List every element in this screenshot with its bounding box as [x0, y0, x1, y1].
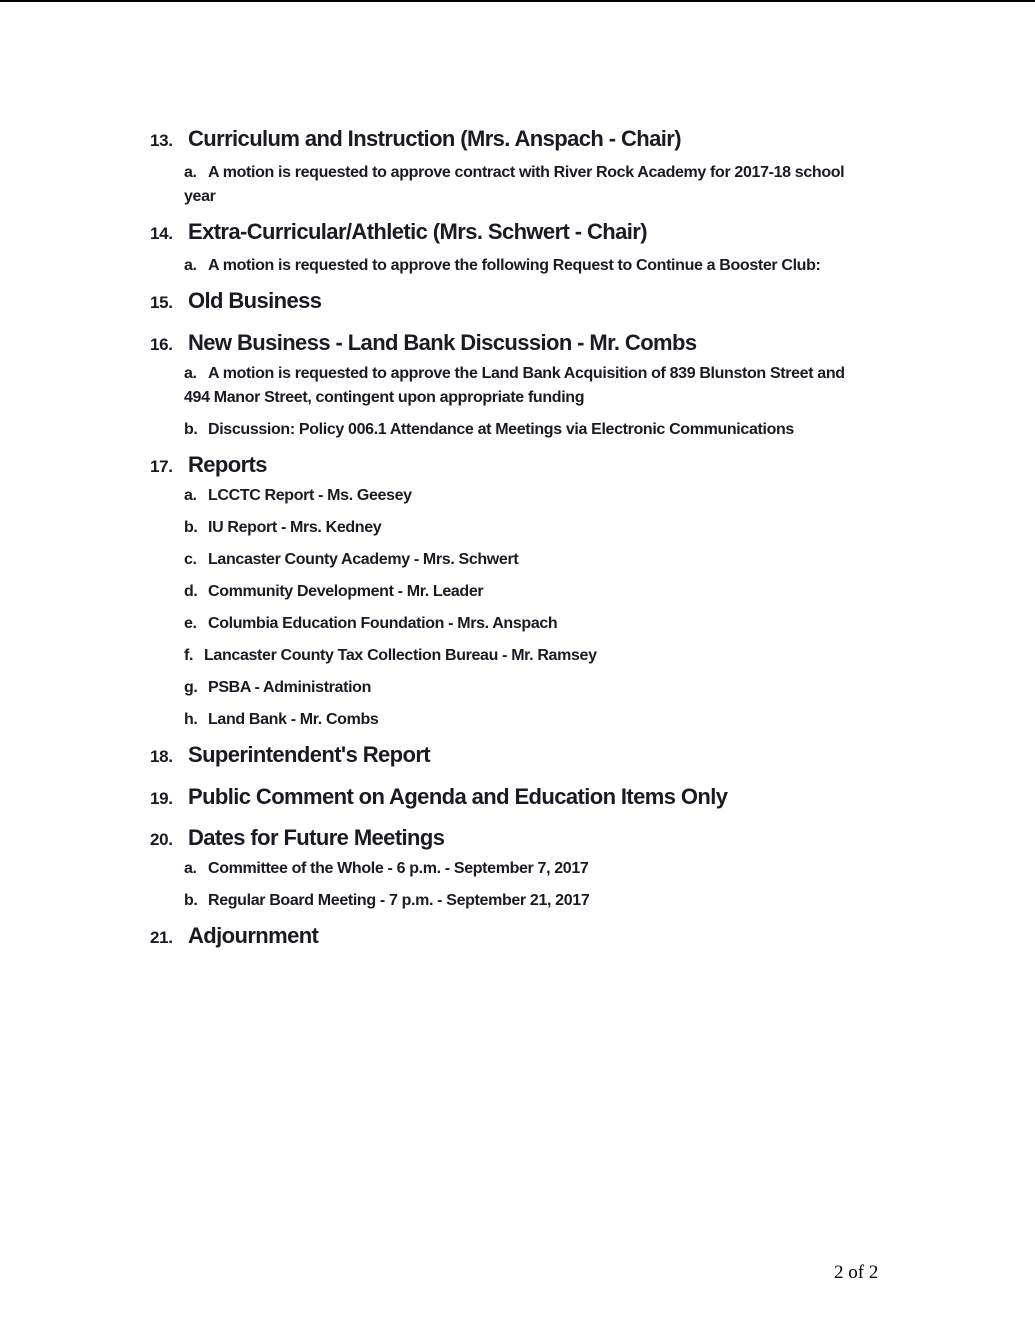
agenda-subitem — [184, 548, 874, 572]
agenda-section-17 — [150, 450, 880, 732]
agenda-subitem — [184, 362, 874, 410]
subitem-letter: b. — [184, 892, 198, 909]
subitem-text: Community Development - Mr. Leader — [208, 583, 484, 600]
agenda-subitem — [184, 612, 874, 636]
agenda-section-14 — [150, 217, 880, 278]
subitem-letter: a. — [184, 164, 197, 181]
section-title: Public Comment on Agenda and Education Items Only — [188, 784, 728, 809]
section-number: 17. — [150, 457, 173, 476]
agenda-section-19 — [150, 782, 880, 812]
agenda-list — [150, 124, 880, 951]
subitem-text: Discussion: Policy 006.1 Attendance at Meetings via Electronic Communications — [208, 421, 794, 438]
section-number: 14. — [150, 224, 173, 243]
subitem-text: Committee of the Whole - 6 p.m. - September 7, 2017 — [208, 860, 589, 877]
subitem-text: PSBA - Administration — [208, 679, 372, 696]
page-top-border — [0, 0, 1035, 2]
agenda-subitem — [184, 889, 874, 913]
subitem-text: Regular Board Meeting - 7 p.m. - September 21, 2017 — [208, 892, 590, 909]
section-number: 15. — [150, 293, 173, 312]
section-title: Superintendent's Report — [188, 742, 431, 767]
section-number: 13. — [150, 131, 173, 150]
section-title: Adjournment — [188, 923, 319, 948]
subitem-text: Lancaster County Academy - Mrs. Schwert — [208, 551, 519, 568]
section-title: New Business - Land Bank Discussion - Mr. Combs — [188, 330, 697, 355]
subitem-letter: g. — [184, 679, 198, 696]
section-title: Reports — [188, 452, 267, 477]
agenda-section-21 — [150, 921, 880, 951]
agenda-subitem — [184, 484, 874, 508]
section-number: 16. — [150, 335, 173, 354]
subitem-text: A motion is requested to approve the Land Bank Acquisition of 839 Blunston Street and 494 Manor Street, contingent upon appropriate funding — [184, 365, 845, 406]
subitem-text: Lancaster County Tax Collection Bureau - Mr. Ramsey — [204, 647, 597, 664]
subitem-letter: a. — [184, 487, 197, 504]
agenda-subitem — [184, 418, 874, 442]
subitem-text: IU Report - Mrs. Kedney — [208, 519, 382, 536]
subitem-letter: d. — [184, 583, 198, 600]
subitem-text: Land Bank - Mr. Combs — [208, 711, 379, 728]
page-number: 2 of 2 — [834, 1262, 879, 1283]
section-number: 18. — [150, 747, 173, 766]
section-title: Extra-Curricular/Athletic (Mrs. Schwert - Chair) — [188, 219, 647, 244]
agenda-section-13 — [150, 124, 880, 209]
subitem-text: Columbia Education Foundation - Mrs. Anspach — [208, 615, 558, 632]
section-number: 20. — [150, 830, 173, 849]
subitem-letter: b. — [184, 519, 198, 536]
agenda-section-18 — [150, 740, 880, 770]
subitem-letter: b. — [184, 421, 198, 438]
agenda-subitem — [184, 161, 874, 209]
agenda-section-20 — [150, 823, 880, 913]
subitem-letter: a. — [184, 365, 197, 382]
agenda-section-15 — [150, 286, 880, 316]
subitem-letter: e. — [184, 615, 197, 632]
agenda-subitem — [184, 857, 874, 881]
agenda-section-16 — [150, 328, 880, 442]
agenda-subitem — [184, 254, 874, 278]
section-number: 21. — [150, 928, 173, 947]
subitem-text: LCCTC Report - Ms. Geesey — [208, 487, 412, 504]
subitem-letter: a. — [184, 860, 197, 877]
subitem-letter: f. — [184, 647, 194, 664]
section-title: Old Business — [188, 288, 322, 313]
section-title: Curriculum and Instruction (Mrs. Anspach - Chair) — [188, 126, 681, 151]
agenda-subitem — [184, 708, 874, 732]
subitem-letter: a. — [184, 257, 197, 274]
agenda-subitem — [184, 580, 874, 604]
subitem-letter: h. — [184, 711, 198, 728]
subitem-text: A motion is requested to approve contract with River Rock Academy for 2017-18 school year — [184, 164, 845, 205]
section-title: Dates for Future Meetings — [188, 825, 445, 850]
subitem-text: A motion is requested to approve the following Request to Continue a Booster Club: — [208, 257, 821, 274]
section-number: 19. — [150, 789, 173, 808]
agenda-subitem — [184, 644, 874, 668]
agenda-subitem — [184, 516, 874, 540]
agenda-subitem — [184, 676, 874, 700]
subitem-letter: c. — [184, 551, 197, 568]
